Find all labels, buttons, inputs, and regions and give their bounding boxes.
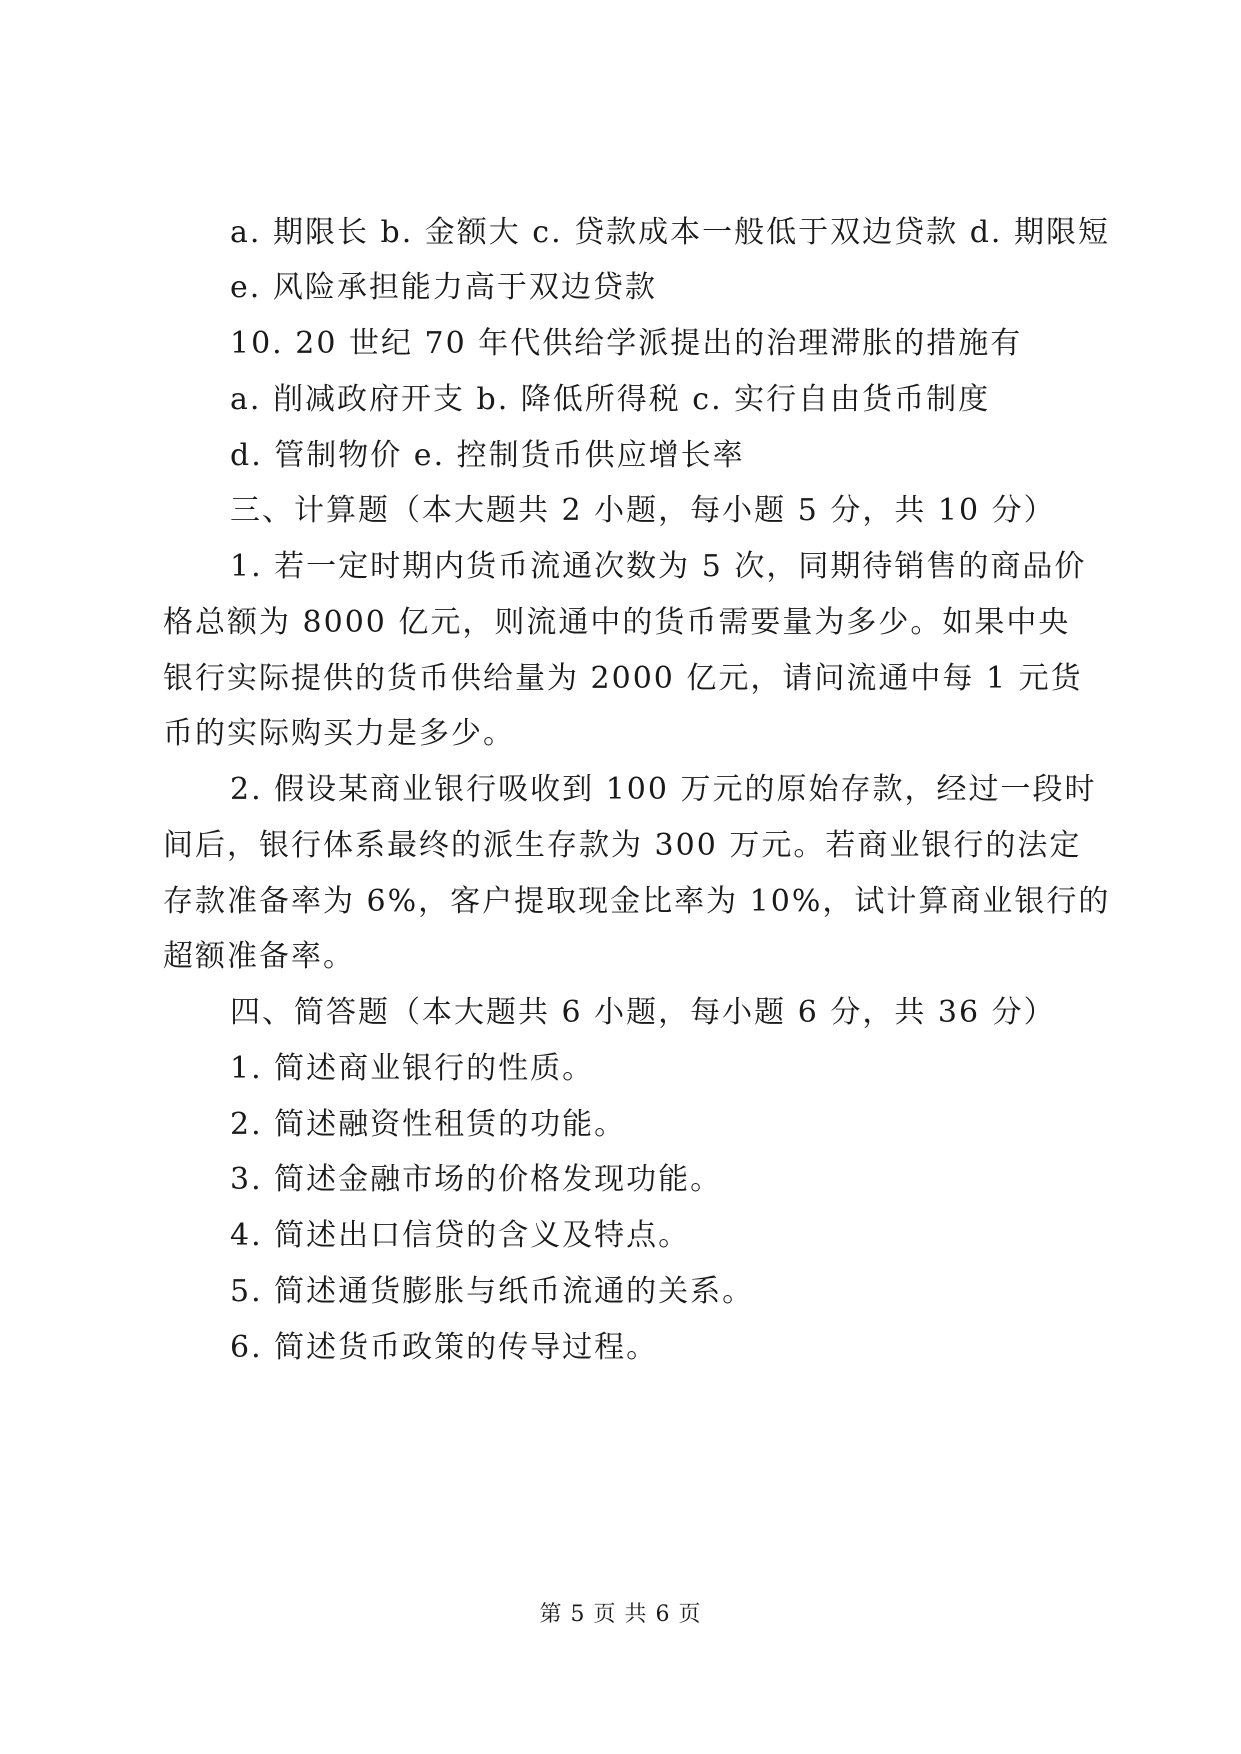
page-footer: 第 5 页 共 6 页 [539,1602,702,1627]
short-answer-4: 4. 简述出口信贷的含义及特点。 [230,1218,691,1253]
short-answer-2: 2. 简述融资性租赁的功能。 [230,1107,627,1142]
section-heading-short-answer: 四、简答题（本大题共 6 小题，每小题 6 分，共 36 分） [230,995,1056,1030]
option-line-9-part1: a. 期限长 b. 金额大 c. 贷款成本一般低于双边贷款 d. 期限短 [230,215,1110,250]
section-heading-calculation: 三、计算题（本大题共 2 小题，每小题 5 分，共 10 分） [230,493,1056,528]
option-line-9-part2: e. 风险承担能力高于双边贷款 [230,270,657,305]
question-10: 10. 20 世纪 70 年代供给学派提出的治理滞胀的措施有 [230,326,1023,361]
option-line-10-part1: a. 削减政府开支 b. 降低所得税 c. 实行自由货币制度 [230,382,991,417]
calc-question-2-line3: 存款准备率为 6%，客户提取现金比率为 10%，试计算商业银行的 [163,884,1111,919]
calc-question-1-line4: 币的实际购买力是多少。 [163,716,515,751]
short-answer-3: 3. 简述金融市场的价格发现功能。 [230,1162,723,1197]
calc-question-1-line2: 格总额为 8000 亿元，则流通中的货币需要量为多少。如果中央 [163,605,1071,640]
calc-question-1-line3: 银行实际提供的货币供给量为 2000 亿元，请问流通中每 1 元货 [163,661,1083,696]
calc-question-2-line2: 间后，银行体系最终的派生存款为 300 万元。若商业银行的法定 [163,828,1082,863]
short-answer-6: 6. 简述货币政策的传导过程。 [230,1330,659,1365]
calc-question-1-line1: 1. 若一定时期内货币流通次数为 5 次，同期待销售的商品价 [230,549,1087,584]
short-answer-5: 5. 简述通货膨胀与纸币流通的关系。 [230,1274,755,1309]
calc-question-2-line1: 2. 假设某商业银行吸收到 100 万元的原始存款，经过一段时 [230,772,1097,807]
calc-question-2-line4: 超额准备率。 [163,939,355,974]
short-answer-1: 1. 简述商业银行的性质。 [230,1051,595,1086]
option-line-10-part2: d. 管制物价 e. 控制货币供应增长率 [230,438,745,473]
